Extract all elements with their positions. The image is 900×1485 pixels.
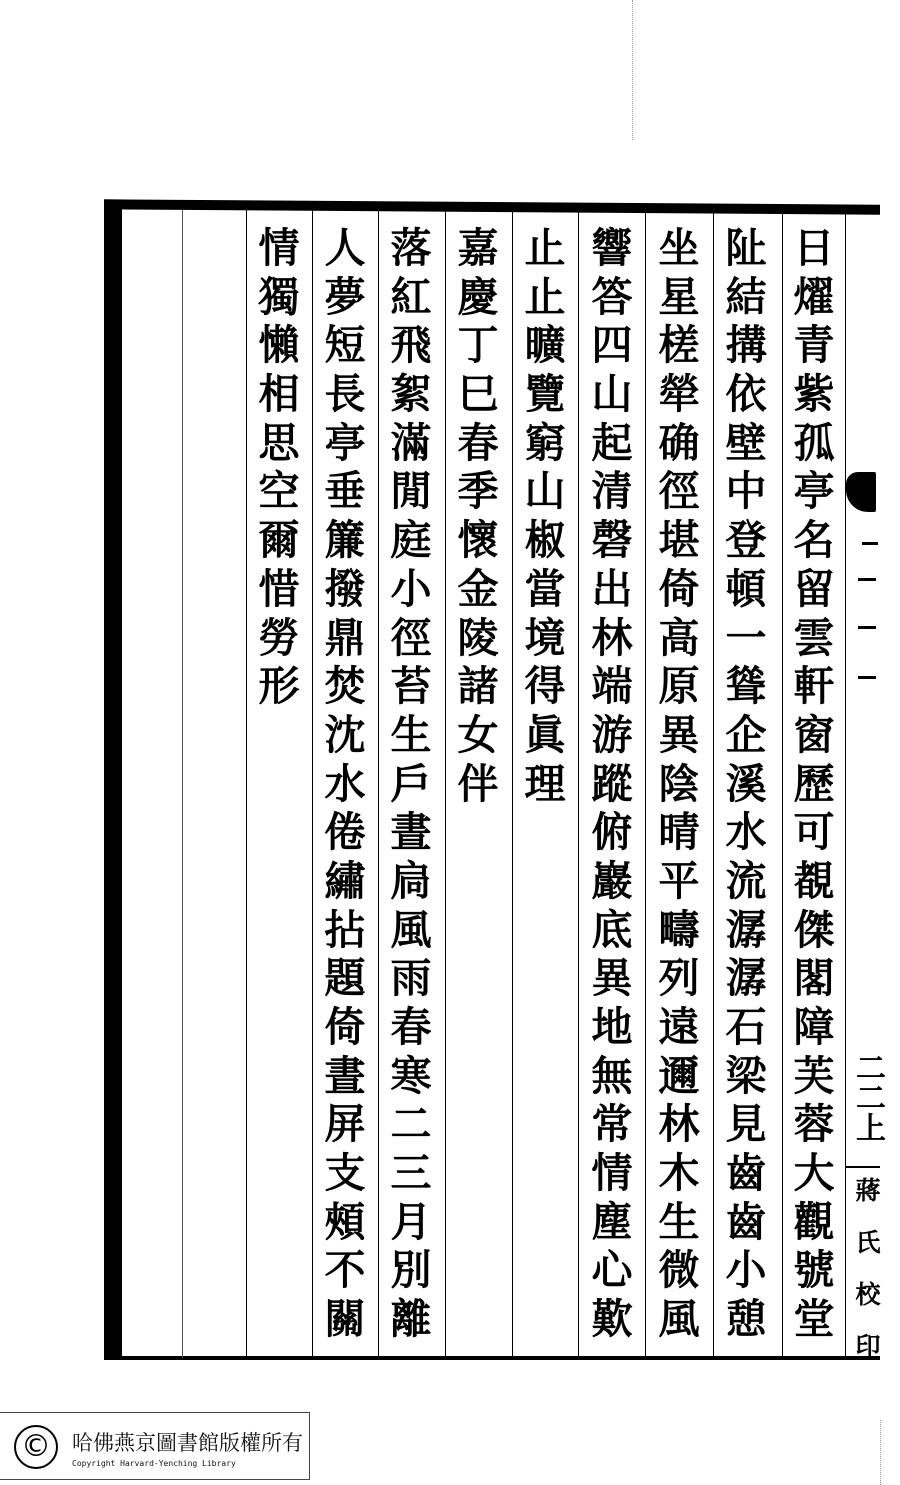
text-character: 游 <box>591 710 633 759</box>
text-character: 眞 <box>524 710 566 759</box>
text-character: 季 <box>457 467 499 516</box>
frame-top-rule <box>104 199 880 214</box>
margin-rule <box>845 210 846 1358</box>
text-character: 形 <box>258 662 300 711</box>
text-character: 當 <box>524 564 566 613</box>
text-character: 春 <box>390 1003 432 1051</box>
text-character: 四 <box>591 321 633 370</box>
text-character: 伴 <box>457 759 499 808</box>
text-character: 潺 <box>725 905 767 954</box>
text-character: 亭 <box>324 418 366 467</box>
text-character: 空 <box>258 467 300 516</box>
text-character: 屏 <box>324 1100 366 1149</box>
text-character: 離 <box>390 1295 432 1344</box>
text-character: 惜 <box>258 564 300 613</box>
text-character: 微 <box>658 1246 700 1295</box>
text-character: 槎 <box>658 321 700 370</box>
text-character: 大 <box>793 1149 835 1198</box>
text-character: 頰 <box>324 1197 366 1246</box>
text-character: 丁 <box>457 321 499 370</box>
text-character: 塵 <box>591 1197 633 1246</box>
text-character: 頓 <box>725 564 767 613</box>
text-character: 徑 <box>390 613 432 662</box>
text-character: 拈 <box>324 905 366 954</box>
text-character: 人 <box>324 224 366 272</box>
text-character: 思 <box>258 418 300 467</box>
text-character: 答 <box>591 272 633 321</box>
text-character: 确 <box>658 418 700 467</box>
frame-bottom-rule <box>104 1356 880 1360</box>
column-divider <box>312 210 313 1358</box>
text-character: 異 <box>658 710 700 759</box>
text-character: 覩 <box>793 856 835 905</box>
publisher-char: 氏 <box>855 1228 881 1257</box>
text-column-6 <box>448 224 508 808</box>
text-character: 搆 <box>725 321 767 370</box>
column-divider <box>378 210 379 1358</box>
page-crease <box>632 0 633 140</box>
publisher-char: 蔣 <box>855 1176 881 1205</box>
text-character: 號 <box>793 1246 835 1295</box>
text-character: 木 <box>658 1149 700 1198</box>
text-character: 爾 <box>258 516 300 565</box>
text-character: 紫 <box>793 370 835 419</box>
text-character: 坐 <box>658 224 700 272</box>
text-character: 倚 <box>324 1003 366 1051</box>
text-character: 夢 <box>324 272 366 321</box>
text-character: 巖 <box>591 856 633 905</box>
text-character: 聳 <box>725 662 767 711</box>
text-character: 石 <box>725 1003 767 1051</box>
text-character: 歎 <box>591 1295 633 1344</box>
text-character: 留 <box>793 564 835 613</box>
text-character: 列 <box>658 954 700 1003</box>
text-character: 亭 <box>793 467 835 516</box>
text-character: 諸 <box>457 662 499 711</box>
text-character: 流 <box>725 856 767 905</box>
text-character: 嘉 <box>457 224 499 272</box>
text-character: 止 <box>524 272 566 321</box>
text-character: 磬 <box>591 516 633 565</box>
text-character: 燿 <box>793 272 835 321</box>
text-character: 情 <box>258 224 300 272</box>
text-character: 苔 <box>390 662 432 711</box>
publisher-char: 校 <box>855 1280 881 1309</box>
text-character: 疇 <box>658 905 700 954</box>
text-character: 響 <box>591 224 633 272</box>
column-divider <box>782 210 783 1358</box>
fishtail-mark <box>846 472 876 512</box>
text-character: 可 <box>793 808 835 857</box>
column-divider <box>713 210 714 1358</box>
text-character: 山 <box>524 467 566 516</box>
text-character: 戶 <box>390 759 432 808</box>
text-character: 滿 <box>390 418 432 467</box>
text-character: 得 <box>524 662 566 711</box>
text-character: 清 <box>591 467 633 516</box>
text-character: 觀 <box>793 1197 835 1246</box>
text-character: 止 <box>524 224 566 272</box>
text-column-4 <box>582 224 642 1344</box>
text-character: 日 <box>793 224 835 272</box>
text-column-9 <box>249 224 309 711</box>
text-character: 小 <box>390 564 432 613</box>
publisher-char: 印 <box>855 1332 881 1361</box>
text-column-8 <box>315 224 375 1344</box>
text-character: 晝 <box>324 1051 366 1100</box>
text-character: 窗 <box>793 710 835 759</box>
text-character: 底 <box>591 905 633 954</box>
column-divider <box>182 210 183 1358</box>
copyright-chinese: 哈佛燕京圖書館版權所有 <box>72 1431 303 1455</box>
text-character: 簾 <box>324 516 366 565</box>
text-character: 閒 <box>390 467 432 516</box>
text-character: 倦 <box>324 808 366 857</box>
text-character: 勞 <box>258 613 300 662</box>
text-character: 青 <box>793 321 835 370</box>
text-character: 梁 <box>725 1051 767 1100</box>
column-divider <box>512 210 513 1358</box>
column-divider <box>645 210 646 1358</box>
text-character: 傑 <box>793 905 835 954</box>
text-character: 芙 <box>793 1051 835 1100</box>
text-character: 名 <box>793 516 835 565</box>
text-character: 獨 <box>258 272 300 321</box>
column-divider <box>246 210 247 1358</box>
page-edge <box>880 1420 881 1485</box>
text-character: 常 <box>591 1100 633 1149</box>
text-character: 起 <box>591 418 633 467</box>
frame-left-rule <box>104 202 122 1360</box>
text-character: 水 <box>725 808 767 857</box>
text-character: 地 <box>591 1003 633 1051</box>
text-character: 阯 <box>725 224 767 272</box>
text-character: 題 <box>324 954 366 1003</box>
text-character: 椒 <box>524 516 566 565</box>
text-character: 異 <box>591 954 633 1003</box>
text-character: 覽 <box>524 370 566 419</box>
text-character: 垂 <box>324 467 366 516</box>
text-character: 俯 <box>591 808 633 857</box>
text-character: 一 <box>725 613 767 662</box>
text-character: 庭 <box>390 516 432 565</box>
text-character: 陰 <box>658 759 700 808</box>
text-character: 蹤 <box>591 759 633 808</box>
text-character: 無 <box>591 1051 633 1100</box>
column-divider <box>578 210 579 1358</box>
text-character: 憩 <box>725 1295 767 1344</box>
text-character: 關 <box>324 1295 366 1344</box>
text-character: 撥 <box>324 564 366 613</box>
text-character: 蓉 <box>793 1100 835 1149</box>
text-character: 出 <box>591 564 633 613</box>
text-character: 堂 <box>793 1295 835 1344</box>
text-character: 巳 <box>457 370 499 419</box>
text-character: 原 <box>658 662 700 711</box>
text-character: 高 <box>658 613 700 662</box>
text-character: 二 <box>390 1100 432 1149</box>
text-character: 閣 <box>793 954 835 1003</box>
text-character: 壁 <box>725 418 767 467</box>
text-character: 中 <box>725 467 767 516</box>
text-character: 慶 <box>457 272 499 321</box>
text-character: 水 <box>324 759 366 808</box>
text-character: 見 <box>725 1100 767 1149</box>
text-character: 企 <box>725 710 767 759</box>
text-character: 晝 <box>390 808 432 857</box>
text-character: 端 <box>591 662 633 711</box>
text-character: 紅 <box>390 272 432 321</box>
text-character: 風 <box>390 905 432 954</box>
text-character: 懷 <box>457 516 499 565</box>
text-character: 結 <box>725 272 767 321</box>
text-character: 長 <box>324 370 366 419</box>
text-character: 支 <box>324 1149 366 1198</box>
margin-stroke <box>858 676 876 679</box>
text-character: 生 <box>658 1197 700 1246</box>
text-character: 窮 <box>524 418 566 467</box>
text-character: 情 <box>591 1149 633 1198</box>
text-character: 心 <box>591 1246 633 1295</box>
copyright-english: Copyright Harvard-Yenching Library <box>72 1459 236 1468</box>
text-column-5 <box>515 224 575 808</box>
text-character: 堪 <box>658 516 700 565</box>
copyright-icon: © <box>14 1425 58 1469</box>
publisher-mark <box>848 1178 888 1386</box>
text-character: 懶 <box>258 321 300 370</box>
text-character: 別 <box>390 1246 432 1295</box>
text-character: 短 <box>324 321 366 370</box>
text-character: 雨 <box>390 954 432 1003</box>
text-character: 齒 <box>725 1149 767 1198</box>
text-character: 春 <box>457 418 499 467</box>
text-character: 小 <box>725 1246 767 1295</box>
text-character: 雲 <box>793 613 835 662</box>
text-character: 歷 <box>793 759 835 808</box>
text-character: 焚 <box>324 662 366 711</box>
text-character: 繡 <box>324 856 366 905</box>
text-character: 寒 <box>390 1051 432 1100</box>
margin-stroke <box>858 626 876 629</box>
text-character: 扃 <box>390 856 432 905</box>
text-character: 齒 <box>725 1197 767 1246</box>
text-character: 平 <box>658 856 700 905</box>
text-character: 晴 <box>658 808 700 857</box>
text-character: 林 <box>591 613 633 662</box>
text-character: 孤 <box>793 418 835 467</box>
text-character: 理 <box>524 759 566 808</box>
text-character: 風 <box>658 1295 700 1344</box>
text-character: 依 <box>725 370 767 419</box>
margin-stroke <box>862 542 878 545</box>
text-character: 軒 <box>793 662 835 711</box>
text-character: 溪 <box>725 759 767 808</box>
margin-stroke <box>858 578 876 581</box>
text-character: 徑 <box>658 467 700 516</box>
text-character: 邇 <box>658 1051 700 1100</box>
text-column-3 <box>649 224 709 1344</box>
text-character: 遠 <box>658 1003 700 1051</box>
text-character: 障 <box>793 1003 835 1051</box>
copyright-stamp <box>0 1412 310 1480</box>
leaf-number: 二二上 <box>850 1052 885 1142</box>
text-character: 星 <box>658 272 700 321</box>
text-character: 金 <box>457 564 499 613</box>
text-character: 登 <box>725 516 767 565</box>
text-character: 不 <box>324 1246 366 1295</box>
text-character: 林 <box>658 1100 700 1149</box>
text-column-1 <box>784 224 844 1344</box>
text-character: 月 <box>390 1197 432 1246</box>
text-character: 曠 <box>524 321 566 370</box>
text-character: 女 <box>457 710 499 759</box>
publisher-rule <box>846 1166 880 1168</box>
text-character: 鼎 <box>324 613 366 662</box>
text-character: 山 <box>591 370 633 419</box>
text-character: 倚 <box>658 564 700 613</box>
text-character: 生 <box>390 710 432 759</box>
text-character: 飛 <box>390 321 432 370</box>
text-character: 犖 <box>658 370 700 419</box>
text-character: 陵 <box>457 613 499 662</box>
text-column-7 <box>381 224 441 1344</box>
column-divider <box>445 210 446 1358</box>
text-character: 三 <box>390 1149 432 1198</box>
text-column-2 <box>716 224 776 1344</box>
text-character: 潺 <box>725 954 767 1003</box>
text-character: 相 <box>258 370 300 419</box>
text-character: 沈 <box>324 710 366 759</box>
text-character: 絮 <box>390 370 432 419</box>
text-character: 落 <box>390 224 432 272</box>
text-character: 境 <box>524 613 566 662</box>
